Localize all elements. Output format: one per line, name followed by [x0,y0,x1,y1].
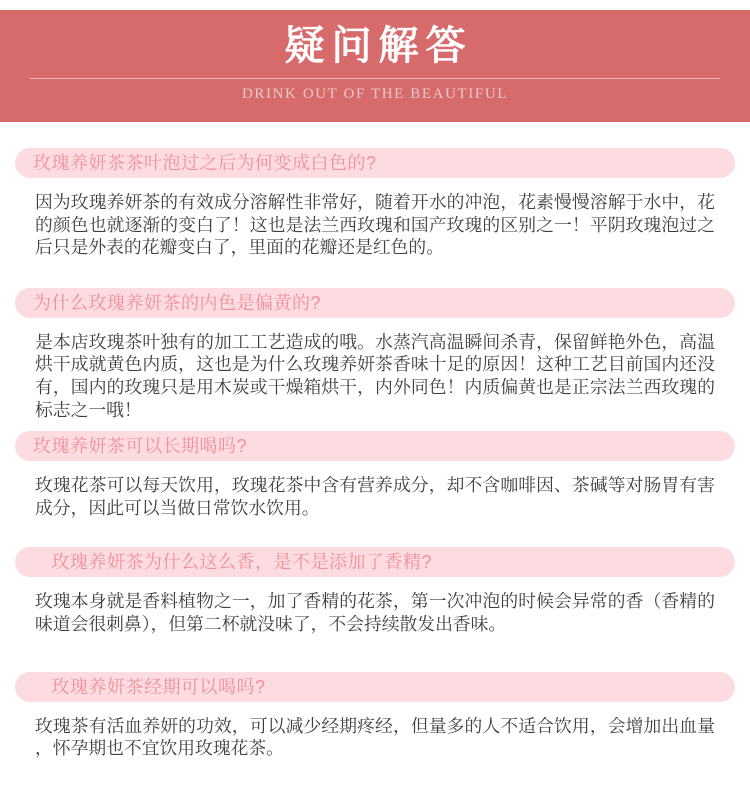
question-header [15,288,735,318]
page [0,10,750,788]
qa-block-4 [15,547,735,635]
banner-divider [30,78,720,79]
answer-text: 是本店玫瑰茶叶独有的加工工艺造成的哦。水蒸汽高温瞬间杀青，保留鲜艳外色，高温烘干成就黄色内质，这也是为什么玫瑰养妍茶香味十足的原因！这种工艺目前国内还没有，国内的玫瑰只是用木炭或干燥箱烘干，内外同色！内质偏黄也是正宗法兰西玫瑰的标志之一哦！ [35,331,715,420]
question-header [15,148,735,178]
banner [0,10,750,122]
qa-block-1 [15,148,735,259]
qa-block-2 [15,288,735,421]
question-header [15,547,735,577]
question-header [15,431,735,461]
answer-text: 玫瑰茶有活血养妍的功效，可以减少经期疼经，但量多的人不适合饮用，会增加出血量 ，怀孕期也不宜饮用玫瑰花茶。 [35,715,715,759]
qa-block-5 [15,672,735,760]
question-text: 玫瑰养妍茶可以长期喝吗? [33,436,248,457]
question-header [15,672,735,702]
question-text: 玫瑰养妍茶为什么这么香，是不是添加了香精? [33,552,433,573]
question-text: 玫瑰养妍茶经期可以喝吗? [33,676,266,697]
answer-text: 玫瑰花茶可以每天饮用，玫瑰花茶中含有营养成分，却不含咖啡因、茶碱等对肠胃有害成分，因此可以当做日常饮水饮用。 [35,475,715,518]
banner-subtitle: DRINK OUT OF THE BEAUTIFUL [241,86,509,102]
qa-list [0,148,750,760]
answer-text: 因为玫瑰养妍茶的有效成分溶解性非常好，随着开水的冲泡，花素慢慢溶解于水中，花的颜色也就逐渐的变白了！这也是法兰西玫瑰和国产玫瑰的区别之一！平阴玫瑰泡过之后只是外表的花瓣变白了，里面的花瓣还是红色的。 [35,192,715,258]
qa-block-3 [15,431,735,519]
banner-title: 疑问解答 [284,22,473,69]
answer-text: 玫瑰本身就是香料植物之一，加了香精的花茶，第一次冲泡的时候会异常的香（香精的味道会很刺鼻），但第二杯就没味了，不会持续散发出香味。 [35,591,715,634]
question-text: 玫瑰养妍茶茶叶泡过之后为何变成白色的? [33,153,377,173]
question-text: 为什么玫瑰养妍茶的内色是偏黄的? [33,292,322,313]
